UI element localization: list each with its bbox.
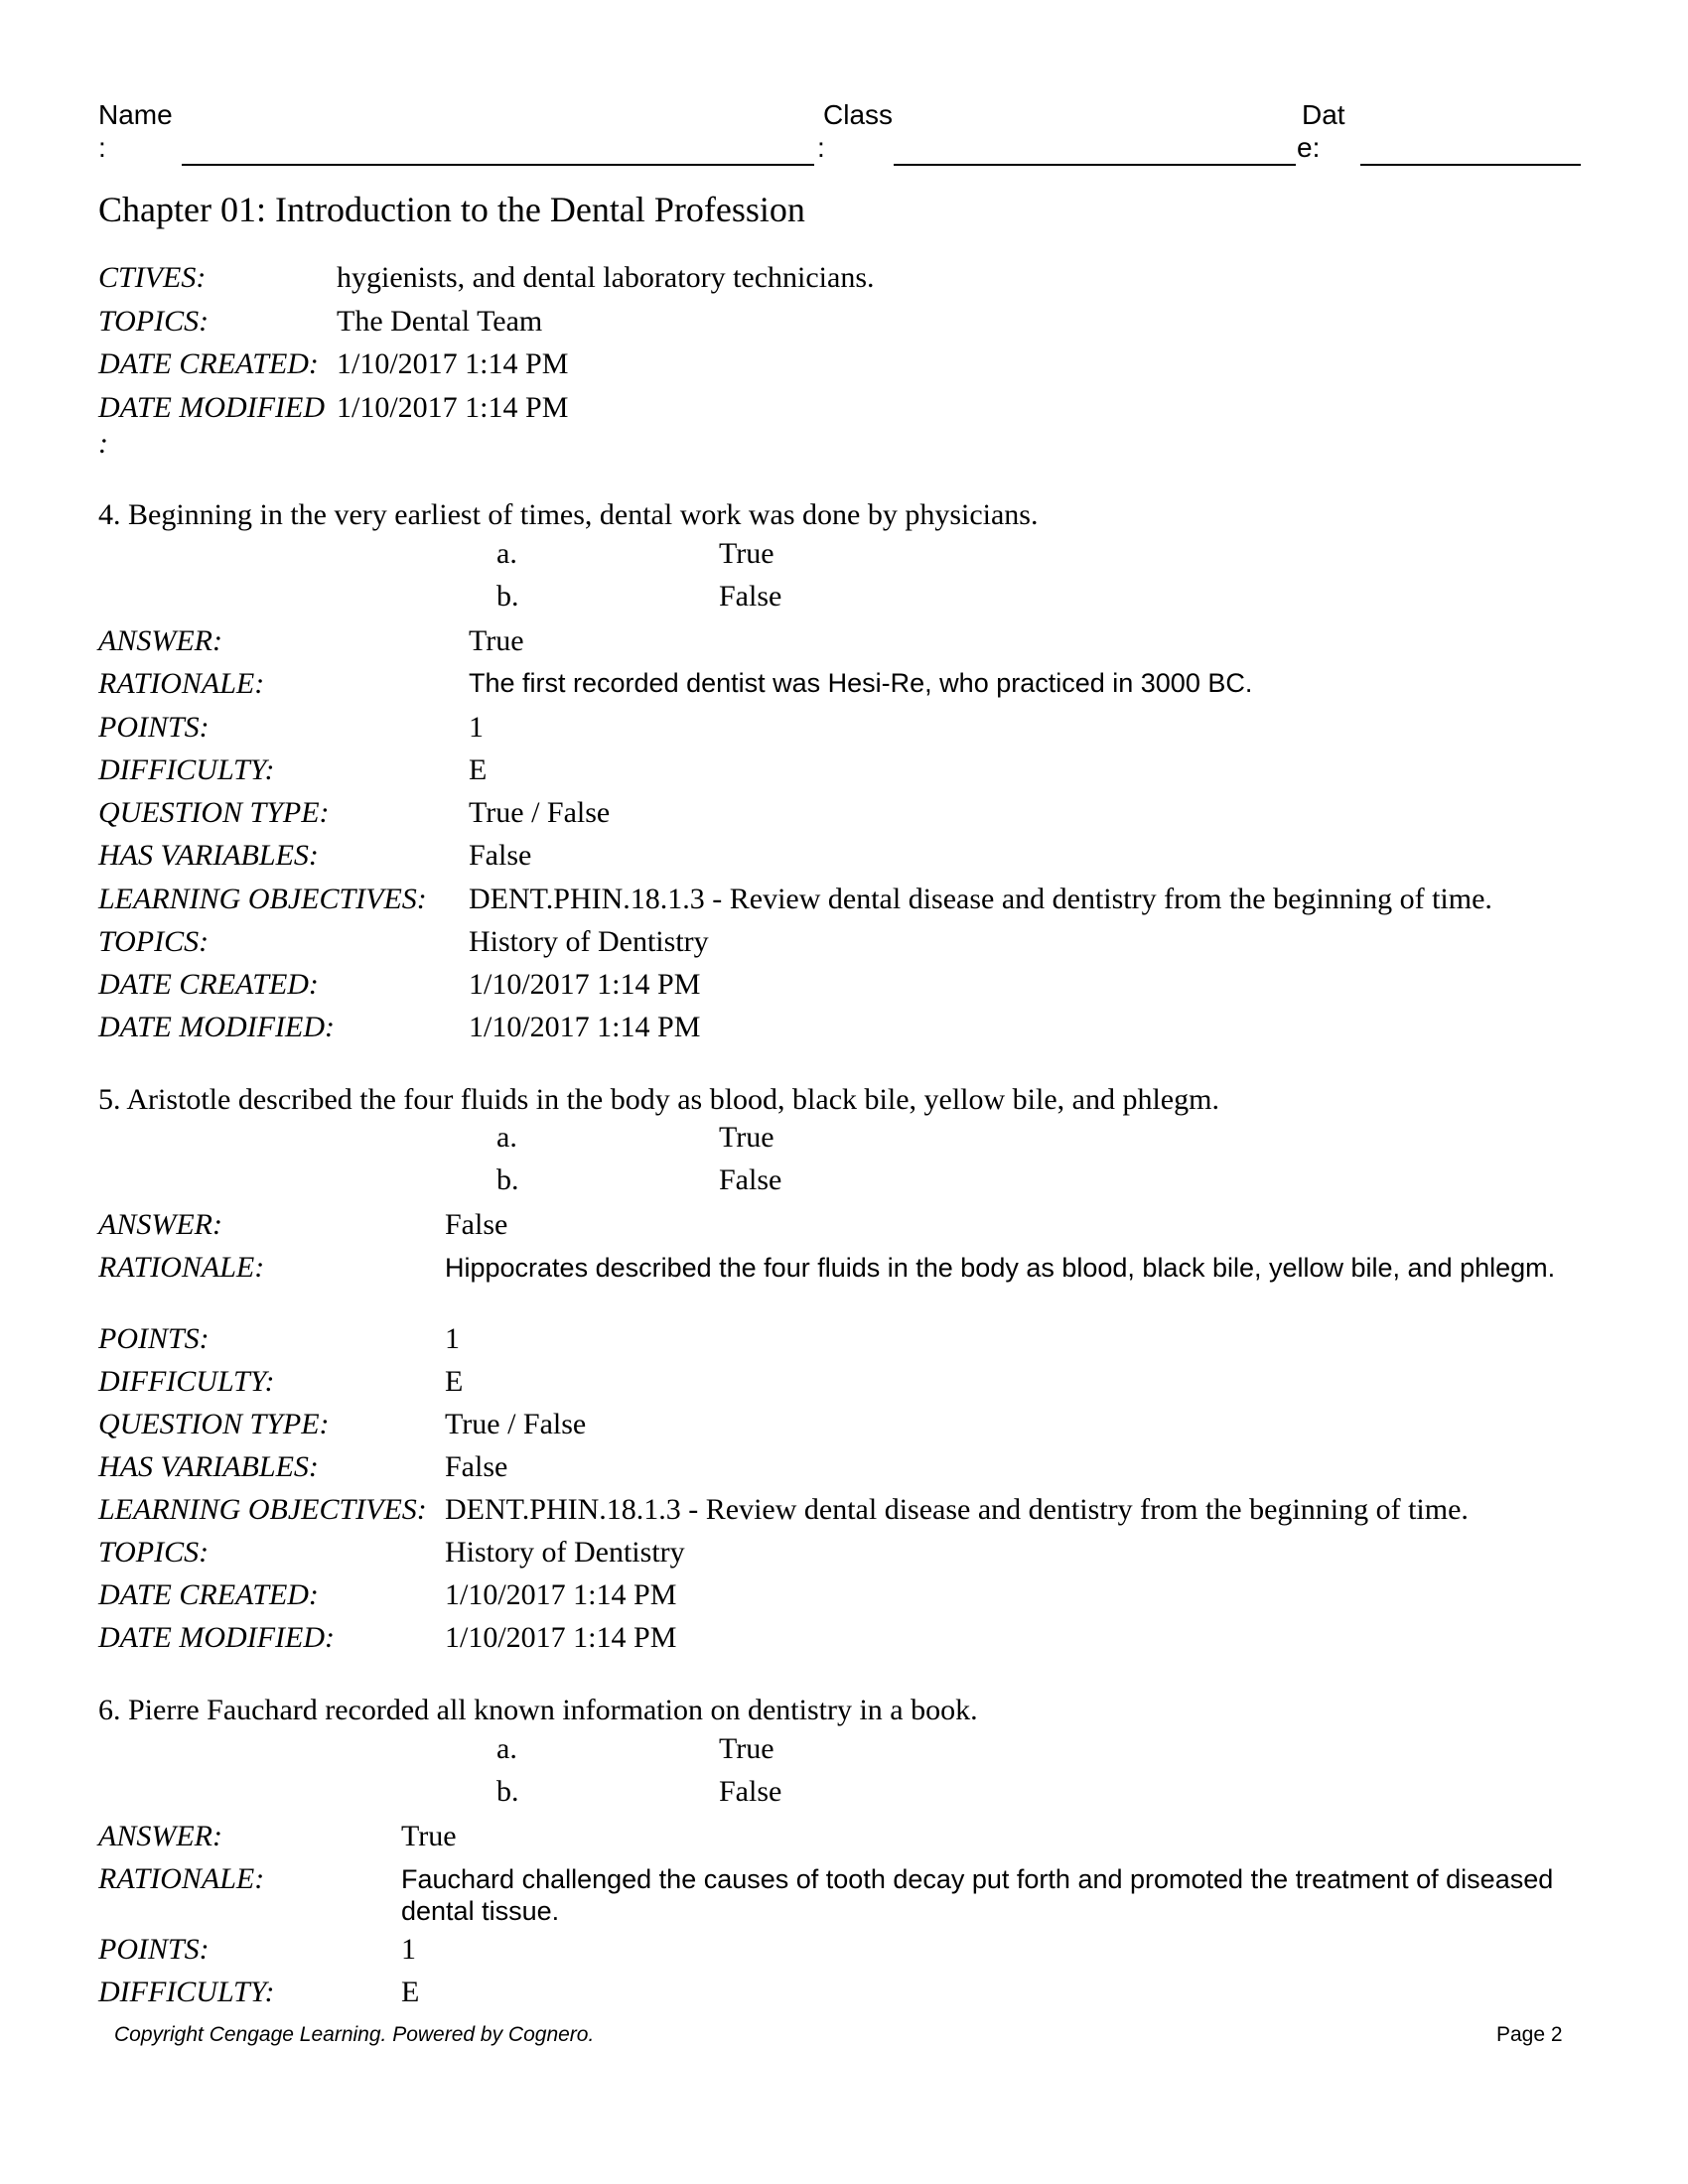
option-text: True	[719, 1732, 774, 1765]
topics-value: History of Dentistry	[445, 1536, 685, 1569]
question-text: 6. Pierre Fauchard recorded all known information on dentistry in a book.	[98, 1694, 978, 1726]
date-created-label: DATE CREATED:	[98, 968, 319, 1001]
has-variables-value: False	[469, 839, 532, 872]
objectives-label: CTIVES:	[98, 261, 207, 294]
learning-objectives-label: LEARNING OBJECTIVES:	[98, 883, 427, 915]
class-label-colon: :	[817, 132, 825, 163]
points-label: POINTS:	[98, 711, 210, 744]
option-text: False	[719, 1163, 782, 1196]
difficulty-label: DIFFICULTY:	[98, 1365, 275, 1398]
rationale-label: RATIONALE:	[98, 1862, 265, 1895]
date-created-label: DATE CREATED:	[98, 1578, 319, 1611]
points-value: 1	[469, 711, 484, 744]
date-created-value: 1/10/2017 1:14 PM	[469, 968, 701, 1001]
question-type-label: QUESTION TYPE:	[98, 1408, 330, 1440]
page-title: Chapter 01: Introduction to the Dental Profession	[98, 190, 805, 229]
option-text: True	[719, 1121, 774, 1154]
topics-label: TOPICS:	[98, 305, 210, 338]
option-letter: a.	[496, 537, 517, 570]
learning-objectives-value: DENT.PHIN.18.1.3 - Review dental disease and dentistry from the beginning of time.	[469, 883, 1492, 915]
difficulty-value: E	[445, 1365, 464, 1398]
answer-value: True	[401, 1820, 457, 1852]
rationale-value: Hippocrates described the four fluids in the body as blood, black bile, yellow bile, and phlegm.	[445, 1253, 1556, 1283]
date-modified-label: DATE MODIFIED:	[98, 1011, 335, 1043]
option-text: False	[719, 580, 782, 613]
learning-objectives-value: DENT.PHIN.18.1.3 - Review dental disease and dentistry from the beginning of time.	[445, 1493, 1469, 1526]
answer-value: True	[469, 624, 524, 657]
topics-label: TOPICS:	[98, 1536, 210, 1569]
question-type-value: True / False	[445, 1408, 587, 1440]
answer-value: False	[445, 1208, 508, 1241]
date-created-value: 1/10/2017 1:14 PM	[337, 347, 569, 380]
date-modified-colon: :	[98, 427, 108, 460]
option-letter: b.	[496, 580, 519, 613]
option-text: False	[719, 1775, 782, 1808]
name-field[interactable]	[182, 164, 814, 166]
option-letter: a.	[496, 1121, 517, 1154]
date-created-label: DATE CREATED:	[98, 347, 319, 380]
difficulty-value: E	[469, 753, 488, 786]
date-modified-label: DATE MODIFIED:	[98, 1621, 335, 1654]
answer-label: ANSWER:	[98, 1820, 222, 1852]
date-field[interactable]	[1360, 164, 1581, 166]
date-modified-value: 1/10/2017 1:14 PM	[445, 1621, 677, 1654]
answer-label: ANSWER:	[98, 1208, 222, 1241]
date-label-suffix: e:	[1297, 132, 1321, 163]
difficulty-value: E	[401, 1976, 420, 2008]
topics-label: TOPICS:	[98, 925, 210, 958]
points-value: 1	[401, 1933, 416, 1966]
footer-page-number: Page 2	[1496, 2023, 1563, 2046]
topics-value: The Dental Team	[337, 305, 543, 338]
points-value: 1	[445, 1322, 460, 1355]
date-created-value: 1/10/2017 1:14 PM	[445, 1578, 677, 1611]
points-label: POINTS:	[98, 1322, 210, 1355]
rationale-label: RATIONALE:	[98, 667, 265, 700]
question-type-label: QUESTION TYPE:	[98, 796, 330, 829]
learning-objectives-label: LEARNING OBJECTIVES:	[98, 1493, 427, 1526]
question-type-value: True / False	[469, 796, 611, 829]
rationale-value: Fauchard challenged the causes of tooth decay put forth and promoted the treatment of diseased dental tissue.	[401, 1864, 1554, 1926]
footer-copyright: Copyright Cengage Learning. Powered by Cognero.	[114, 2023, 595, 2046]
difficulty-label: DIFFICULTY:	[98, 1976, 275, 2008]
question-text: 5. Aristotle described the four fluids in the body as blood, black bile, yellow bile, and phlegm.	[98, 1083, 1219, 1116]
points-label: POINTS:	[98, 1933, 210, 1966]
difficulty-label: DIFFICULTY:	[98, 753, 275, 786]
option-text: True	[719, 537, 774, 570]
answer-label: ANSWER:	[98, 624, 222, 657]
date-modified-value: 1/10/2017 1:14 PM	[469, 1011, 701, 1043]
topics-value: History of Dentistry	[469, 925, 709, 958]
has-variables-value: False	[445, 1450, 508, 1483]
option-letter: b.	[496, 1163, 519, 1196]
class-label: Class	[823, 99, 894, 130]
date-label: Dat	[1302, 99, 1345, 130]
name-label: Name	[98, 99, 173, 130]
date-modified-value: 1/10/2017 1:14 PM	[337, 391, 569, 424]
class-field[interactable]	[894, 164, 1296, 166]
has-variables-label: HAS VARIABLES:	[98, 1450, 319, 1483]
rationale-label: RATIONALE:	[98, 1251, 265, 1284]
name-label-colon: :	[98, 132, 106, 163]
option-letter: b.	[496, 1775, 519, 1808]
rationale-value: The first recorded dentist was Hesi-Re, who practiced in 3000 BC.	[469, 668, 1253, 698]
date-modified-label: DATE MODIFIED	[98, 391, 326, 424]
objectives-value: hygienists, and dental laboratory technicians.	[337, 261, 875, 294]
option-letter: a.	[496, 1732, 517, 1765]
question-text: 4. Beginning in the very earliest of times, dental work was done by physicians.	[98, 498, 1039, 531]
has-variables-label: HAS VARIABLES:	[98, 839, 319, 872]
